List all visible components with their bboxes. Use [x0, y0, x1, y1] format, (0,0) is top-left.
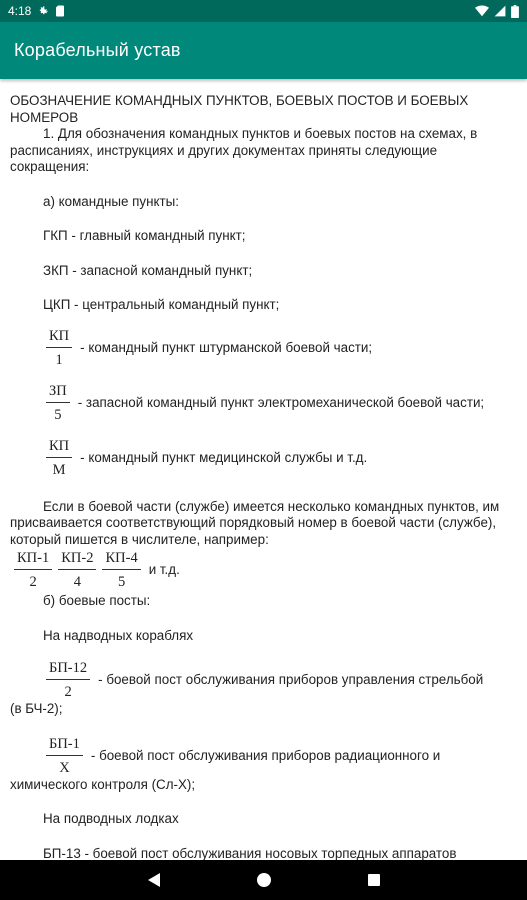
fraction-item — [10, 736, 517, 777]
gear-icon — [37, 5, 49, 17]
fraction-continuation: (в БЧ-2); — [10, 701, 63, 716]
example-fractions — [10, 550, 517, 591]
zkp-item: ЗКП - запасной командный пункт; — [43, 262, 253, 278]
bp13-item: БП-13 - боевой пост обслуживания носовых торпедных аппаратов — [43, 845, 457, 861]
surface-ships-label: На надводных кораблях — [43, 627, 194, 643]
fraction — [102, 550, 140, 591]
fraction — [46, 328, 72, 369]
fraction-numerator: КП — [46, 438, 72, 458]
status-left — [8, 4, 65, 18]
fraction-numerator: КП-1 — [14, 550, 52, 570]
fraction-description: - командный пункт медицинской службы и т.д. — [80, 449, 368, 465]
fraction-numerator: БП-12 — [46, 660, 90, 680]
fraction-denominator: 4 — [73, 574, 81, 590]
fraction-denominator: 1 — [55, 351, 63, 368]
app-bar — [0, 22, 527, 79]
example-tail: и т.д. — [148, 562, 180, 578]
status-bar — [0, 0, 527, 22]
fraction-numerator: КП-2 — [58, 550, 96, 570]
document-content[interactable] — [0, 79, 527, 859]
fraction-denominator: М — [52, 461, 66, 478]
fraction-denominator: 2 — [29, 574, 37, 590]
fraction-item — [10, 438, 517, 479]
sd-card-icon — [55, 5, 65, 17]
app-title: Корабельный устав — [14, 40, 181, 60]
fraction-description: - командный пункт штурманской боевой части; — [80, 339, 373, 355]
fraction-description: - боевой пост обслуживания приборов управления стрельбой — [98, 672, 484, 688]
tskp-item: ЦКП - центральный командный пункт; — [43, 297, 280, 312]
fraction-description: - боевой пост обслуживания приборов радиационного и — [90, 747, 441, 763]
wifi-icon — [475, 5, 489, 17]
signal-icon — [494, 5, 506, 17]
fraction-denominator: 2 — [64, 684, 72, 700]
fraction-denominator: 5 — [117, 574, 126, 590]
section-heading: ОБОЗНАЧЕНИЕ КОМАНДНЫХ ПУНКТОВ, БОЕВЫХ ПОСТОВ И БОЕВЫХ НОМЕРОВ — [10, 93, 469, 125]
several-kp-paragraph: Если в боевой части (службе) имеется несколько командных пунктов, им присваивается соответствующий порядковый номер в боевой части (службе), который пишется в числителе, например: — [10, 498, 500, 547]
fraction-continuation: химического контроля (Сл-Х); — [10, 776, 196, 792]
fraction-denominator: Х — [59, 759, 70, 776]
back-icon[interactable] — [142, 868, 166, 892]
fraction-numerator: КП-4 — [102, 550, 140, 570]
fraction-numerator: ЗП — [46, 383, 70, 403]
battery-icon — [511, 5, 519, 18]
fraction — [46, 438, 72, 479]
fraction-item — [10, 660, 517, 701]
section-b-label: б) боевые посты: — [43, 593, 151, 608]
navigation-bar — [0, 860, 527, 900]
gkp-item: ГКП - главный командный пункт; — [43, 228, 246, 243]
fraction-description: - запасной командный пункт электромеханической боевой части; — [77, 394, 485, 410]
fraction-item — [10, 328, 517, 369]
status-right — [475, 5, 519, 18]
fraction — [58, 550, 96, 591]
submarines-label: На подводных лодках — [43, 811, 179, 826]
fraction — [46, 383, 70, 424]
status-time: 4:18 — [8, 4, 32, 18]
fraction-numerator: БП-1 — [46, 736, 83, 756]
home-icon[interactable] — [252, 868, 276, 892]
fraction — [14, 550, 52, 591]
fraction-numerator: КП — [46, 328, 72, 348]
intro-paragraph: 1. Для обозначения командных пунктов и боевых постов на схемах, в расписаниях, инструкциях и других документах приняты следующие сокращения: — [10, 126, 478, 174]
recents-icon[interactable] — [362, 868, 386, 892]
fraction — [46, 660, 90, 701]
section-a-label: а) командные пункты: — [43, 193, 179, 209]
fraction-item — [10, 383, 517, 424]
fraction-denominator: 5 — [54, 406, 62, 423]
fraction — [46, 736, 83, 777]
